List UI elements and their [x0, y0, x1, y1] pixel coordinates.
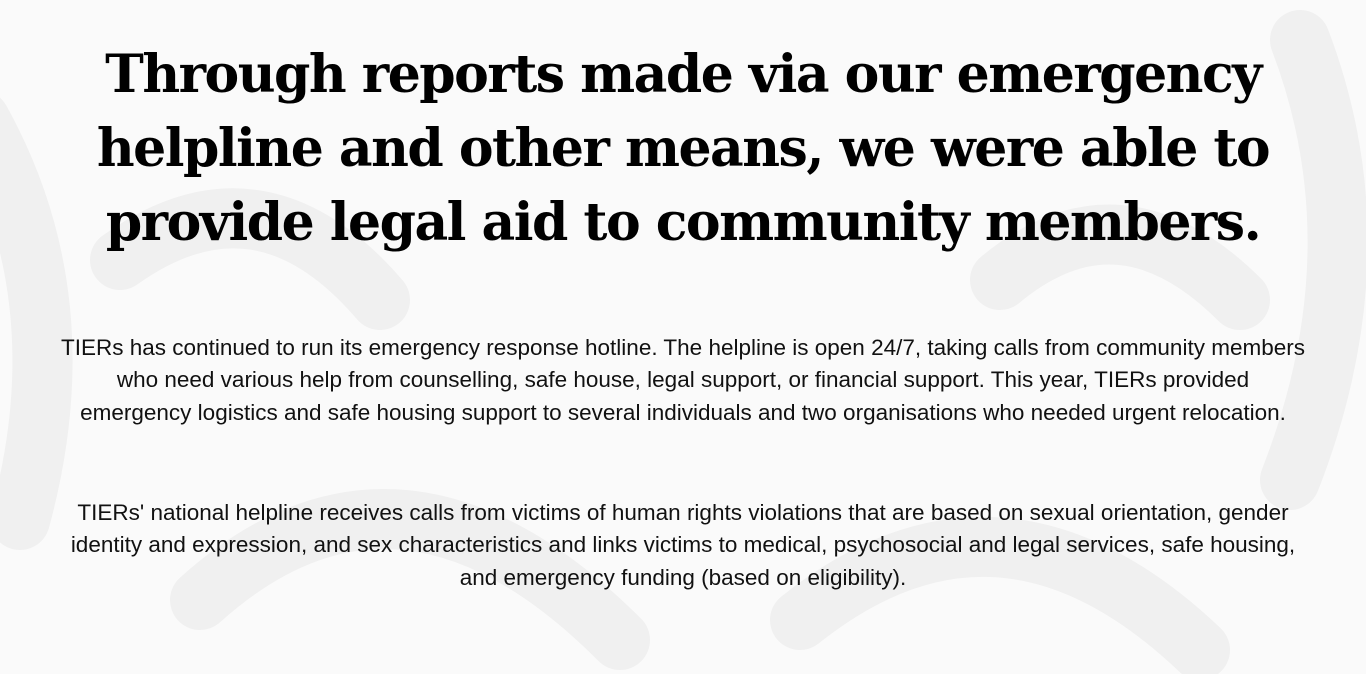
- hotline-paragraph: TIERs has continued to run its emergency response hotline. The helpline is open 24/7, taking calls from community members who need various help from counselling, safe house, legal support, or financial support. This year, TIERs provided emergency logistics and safe housing support to several individuals and two organisations who needed urgent relocation.: [61, 334, 1305, 425]
- page-heading: [0, 38, 1366, 260]
- heading-line: Through reports made via our emergency: [105, 44, 1261, 105]
- heading-line: provide legal aid to community members.: [105, 192, 1261, 253]
- heading-line: helpline and other means, we were able to: [96, 118, 1270, 179]
- national-helpline-paragraph: TIERs' national helpline receives calls from victims of human rights violations that are based on sexual orientation, gender identity and expression, and sex characteristics and links victims to medical, psychosocial and legal services, safe housing, and emergency funding (based on eligibility).: [70, 499, 1296, 590]
